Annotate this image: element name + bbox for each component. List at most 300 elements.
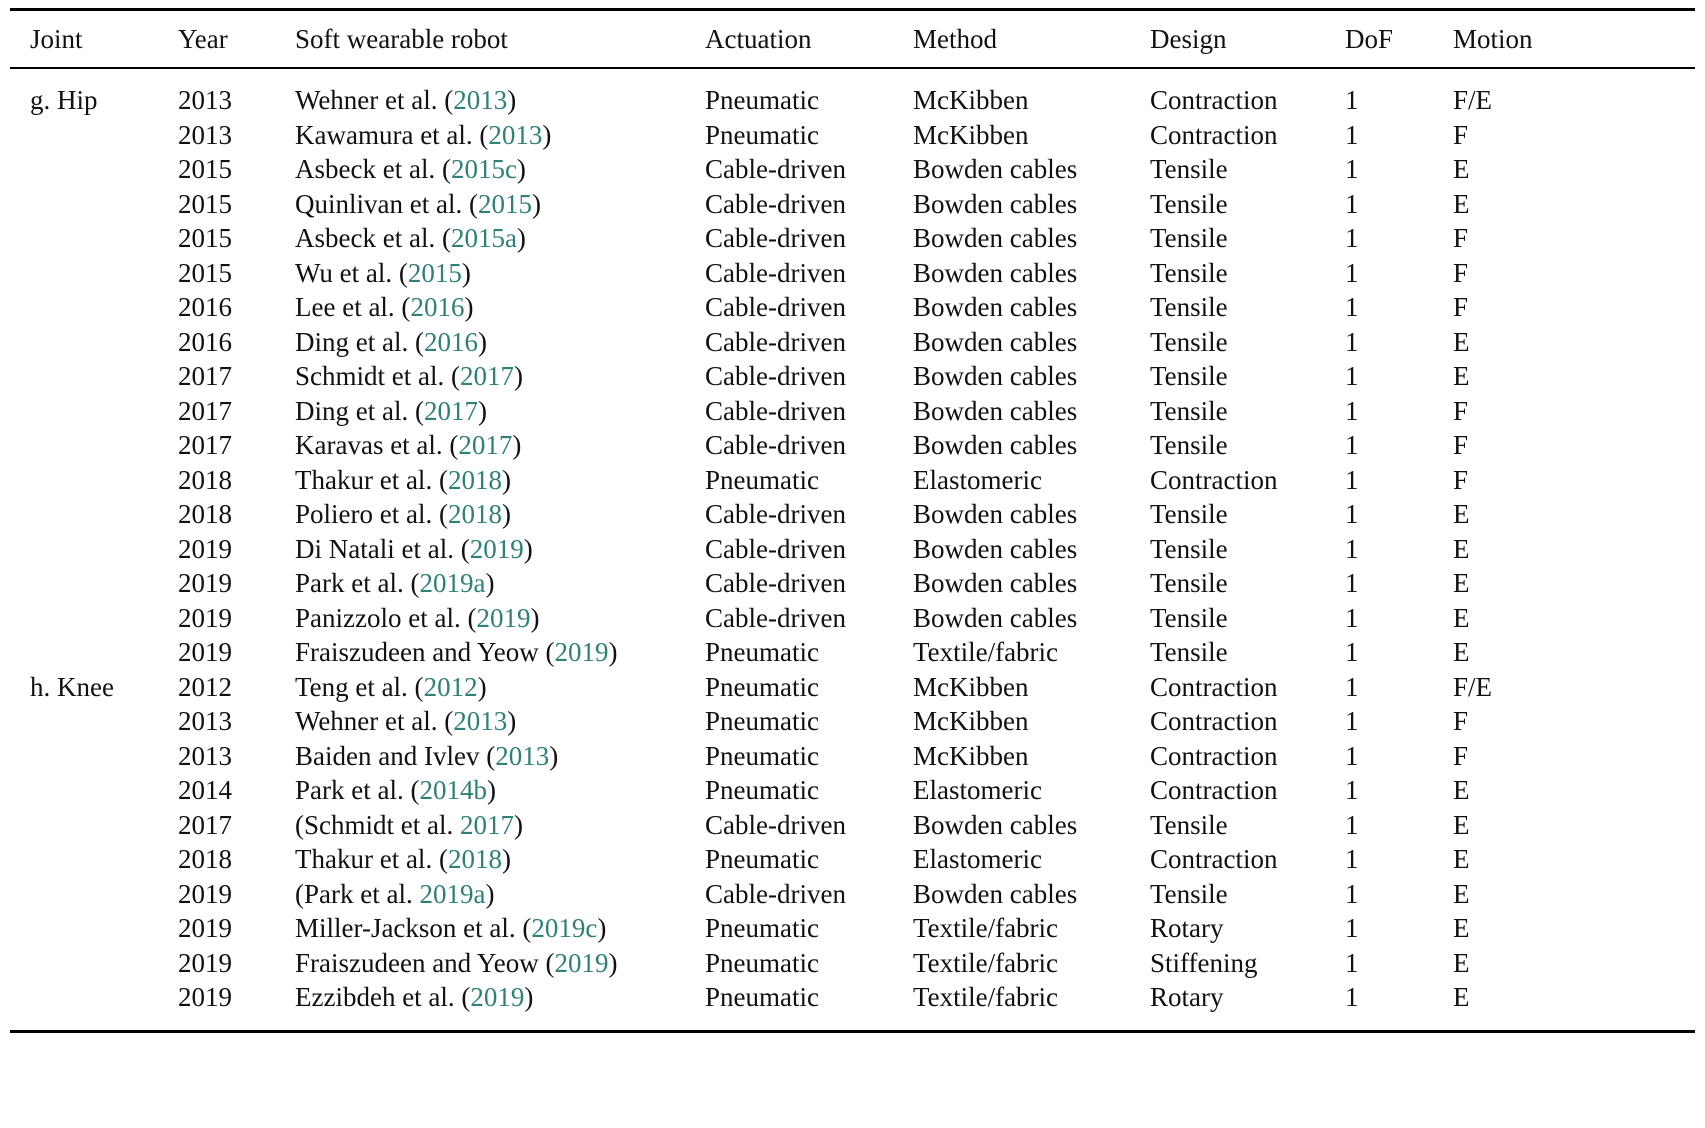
cell-method: Bowden cables: [913, 395, 1078, 426]
table-row: [10, 532, 1695, 567]
citation-text: ): [608, 637, 618, 667]
column-header-joint: Joint: [10, 10, 178, 69]
citation-text: Asbeck et al. (: [295, 154, 451, 184]
cell-year: 2013: [178, 740, 232, 771]
cell-dof: 1: [1345, 499, 1359, 529]
soft-wearable-robots-table: [10, 8, 1695, 1033]
cell-joint: [10, 566, 178, 601]
cell-robot: [295, 463, 705, 498]
cell-method: Elastomeric: [913, 775, 1042, 805]
cell-method: McKibben: [913, 706, 1029, 736]
cell-design: Contraction: [1150, 706, 1278, 736]
citation-text: Wehner et al. (: [295, 706, 454, 736]
citation-text: ): [516, 223, 526, 253]
cell-actuation: Cable-driven: [705, 292, 846, 322]
cell-robot: [295, 704, 705, 739]
citation-year-link[interactable]: 2012: [423, 671, 478, 702]
cell-actuation: Pneumatic: [705, 913, 819, 943]
citation-text: Asbeck et al. (: [295, 223, 451, 253]
cell-actuation: Pneumatic: [705, 706, 819, 736]
cell-robot: [295, 946, 705, 981]
table-row: [10, 946, 1695, 981]
cell-robot: [295, 808, 705, 843]
cell-dof: 1: [1345, 878, 1359, 909]
citation-year-link[interactable]: 2019: [554, 947, 609, 978]
citation-year-link[interactable]: 2013: [453, 85, 508, 115]
citation-year-link[interactable]: 2019: [554, 637, 609, 667]
cell-design: Contraction: [1150, 464, 1278, 495]
cell-motion: F: [1453, 292, 1469, 322]
cell-dof: 1: [1345, 430, 1359, 460]
cell-dof: 1: [1345, 119, 1359, 150]
table-row: [10, 428, 1695, 463]
table-row: [10, 497, 1695, 532]
table-row: [10, 670, 1695, 705]
citation-text: Wehner et al. (: [295, 85, 454, 115]
cell-year: 2013: [178, 706, 232, 736]
table-row: [10, 359, 1695, 394]
cell-robot: [295, 256, 705, 291]
citation-text: ): [477, 671, 487, 702]
citation-text: ): [549, 740, 559, 771]
cell-year: 2019: [178, 602, 232, 633]
citation-text: ): [513, 361, 523, 391]
citation-year-link[interactable]: 2017: [459, 809, 514, 840]
cell-actuation: Cable-driven: [705, 878, 846, 909]
column-header-dof: DoF: [1345, 10, 1453, 69]
cell-joint: [10, 601, 178, 636]
cell-year: 2016: [178, 326, 232, 357]
cell-joint: [10, 428, 178, 463]
cell-method: Bowden cables: [913, 361, 1078, 391]
cell-actuation: Cable-driven: [705, 568, 846, 598]
citation-text: ): [507, 85, 517, 115]
cell-design: Tensile: [1150, 188, 1228, 219]
table-row: [10, 256, 1695, 291]
cell-robot: [295, 842, 705, 877]
citation-text: (Schmidt et al.: [295, 809, 460, 840]
cell-method: Textile/fabric: [913, 637, 1059, 667]
cell-actuation: Cable-driven: [705, 499, 846, 529]
cell-method: Bowden cables: [913, 878, 1078, 909]
cell-method: Bowden cables: [913, 223, 1078, 253]
cell-actuation: Cable-driven: [705, 809, 846, 840]
cell-robot: [295, 118, 705, 153]
cell-joint: [10, 359, 178, 394]
cell-robot: [295, 187, 705, 222]
cell-dof: 1: [1345, 292, 1359, 322]
citation-year-link[interactable]: 2018: [447, 844, 502, 874]
citation-year-link[interactable]: 2019a: [419, 878, 486, 909]
table-row: [10, 808, 1695, 843]
citation-text: ): [542, 119, 552, 150]
cell-dof: 1: [1345, 568, 1359, 598]
table-row: [10, 739, 1695, 774]
citation-year-link[interactable]: 2018: [447, 464, 502, 495]
cell-design: Tensile: [1150, 430, 1228, 460]
cell-design: Tensile: [1150, 361, 1228, 391]
cell-design: Contraction: [1150, 119, 1278, 150]
cell-dof: 1: [1345, 154, 1359, 184]
cell-year: 2013: [178, 119, 232, 150]
cell-design: Tensile: [1150, 637, 1228, 667]
column-header-robot: Soft wearable robot: [295, 10, 705, 69]
cell-year: 2019: [178, 947, 232, 978]
cell-method: Bowden cables: [913, 257, 1078, 288]
cell-robot: [295, 773, 705, 808]
citation-text: ): [486, 775, 496, 805]
cell-design: Contraction: [1150, 740, 1278, 771]
cell-year: 2018: [178, 499, 232, 529]
citation-year-link[interactable]: 2017: [459, 361, 514, 391]
cell-motion: F/E: [1453, 671, 1493, 702]
cell-actuation: Pneumatic: [705, 740, 819, 771]
cell-motion: F: [1453, 430, 1469, 460]
citation-year-link[interactable]: 2015c: [450, 154, 517, 184]
cell-joint: [10, 463, 178, 498]
cell-motion: E: [1453, 154, 1470, 184]
citation-text: Poliero et al. (: [295, 499, 448, 529]
cell-motion: E: [1453, 809, 1470, 840]
cell-method: Bowden cables: [913, 602, 1078, 633]
table-row: [10, 290, 1695, 325]
cell-design: Tensile: [1150, 326, 1228, 357]
cell-design: Contraction: [1150, 775, 1278, 805]
cell-dof: 1: [1345, 257, 1359, 288]
citation-text: Kawamura et al. (: [295, 119, 489, 150]
cell-robot: [295, 670, 705, 705]
cell-year: 2014: [178, 775, 232, 805]
cell-motion: E: [1453, 913, 1470, 943]
cell-design: Contraction: [1150, 844, 1278, 874]
cell-motion: E: [1453, 878, 1470, 909]
cell-actuation: Cable-driven: [705, 326, 846, 357]
cell-motion: F: [1453, 464, 1469, 495]
cell-dof: 1: [1345, 326, 1359, 357]
cell-method: Bowden cables: [913, 154, 1078, 184]
cell-actuation: Cable-driven: [705, 430, 846, 460]
cell-dof: 1: [1345, 740, 1359, 771]
citation-text: Ezzibdeh et al. (: [295, 982, 471, 1012]
cell-actuation: Pneumatic: [705, 464, 819, 495]
cell-joint: [10, 704, 178, 739]
cell-joint: [10, 877, 178, 912]
cell-motion: F: [1453, 119, 1469, 150]
cell-dof: 1: [1345, 982, 1359, 1012]
citation-year-link[interactable]: 2015: [477, 188, 532, 219]
cell-year: 2019: [178, 568, 232, 598]
table-row: [10, 221, 1695, 256]
cell-robot: [295, 152, 705, 187]
cell-design: Tensile: [1150, 533, 1228, 564]
cell-actuation: Cable-driven: [705, 602, 846, 633]
citation-text: Thakur et al. (: [295, 464, 448, 495]
cell-actuation: Cable-driven: [705, 533, 846, 564]
cell-dof: 1: [1345, 637, 1359, 667]
citation-year-link[interactable]: 2014b: [419, 775, 487, 805]
table-body: [10, 68, 1695, 1031]
cell-dof: 1: [1345, 775, 1359, 805]
citation-year-link[interactable]: 2019: [469, 533, 524, 564]
cell-actuation: Pneumatic: [705, 119, 819, 150]
citation-text: Di Natali et al. (: [295, 533, 470, 564]
cell-joint: [10, 187, 178, 222]
citation-year-link[interactable]: 2013: [453, 706, 508, 736]
cell-design: Tensile: [1150, 292, 1228, 322]
citation-year-link[interactable]: 2016: [410, 292, 465, 322]
cell-year: 2016: [178, 292, 232, 322]
citation-year-link[interactable]: 2013: [488, 119, 543, 150]
cell-robot: [295, 221, 705, 256]
cell-joint: g. Hip: [30, 85, 98, 115]
cell-joint: [10, 497, 178, 532]
citation-text: Wu et al. (: [295, 257, 408, 288]
table-row: [10, 566, 1695, 601]
cell-year: 2019: [178, 533, 232, 564]
cell-joint: [10, 325, 178, 360]
cell-year: 2015: [178, 223, 232, 253]
cell-design: Tensile: [1150, 878, 1228, 909]
citation-year-link[interactable]: 2019: [476, 602, 531, 633]
citation-year-link[interactable]: 2017: [458, 430, 513, 460]
citation-year-link[interactable]: 2017: [423, 395, 478, 426]
cell-method: Textile/fabric: [913, 982, 1059, 1012]
citation-text: Fraiszudeen and Yeow (: [295, 637, 555, 667]
cell-year: 2018: [178, 844, 232, 874]
cell-robot: [295, 566, 705, 601]
cell-method: Bowden cables: [913, 568, 1078, 598]
table-row: [10, 187, 1695, 222]
cell-robot: [295, 601, 705, 636]
citation-text: ): [477, 395, 487, 426]
cell-actuation: Cable-driven: [705, 223, 846, 253]
cell-joint: [10, 808, 178, 843]
cell-method: Bowden cables: [913, 809, 1078, 840]
cell-motion: E: [1453, 188, 1470, 219]
column-header-design: Design: [1150, 10, 1345, 69]
cell-robot: [295, 394, 705, 429]
column-header-year: Year: [178, 10, 295, 69]
header-row: [10, 10, 1695, 69]
cell-dof: 1: [1345, 706, 1359, 736]
table-row: [10, 118, 1695, 153]
cell-robot: [295, 68, 705, 118]
cell-joint: [10, 532, 178, 567]
citation-text: ): [530, 602, 540, 633]
cell-robot: [295, 635, 705, 670]
cell-year: 2015: [178, 257, 232, 288]
table-row: [10, 325, 1695, 360]
cell-motion: E: [1453, 947, 1470, 978]
cell-year: 2017: [178, 395, 232, 426]
cell-robot: [295, 739, 705, 774]
cell-actuation: Pneumatic: [705, 947, 819, 978]
cell-design: Contraction: [1150, 85, 1278, 115]
cell-joint: h. Knee: [30, 671, 114, 702]
cell-motion: E: [1453, 602, 1470, 633]
citation-text: Park et al. (: [295, 568, 420, 598]
cell-actuation: Cable-driven: [705, 257, 846, 288]
citation-text: Panizzolo et al. (: [295, 602, 477, 633]
cell-motion: F: [1453, 223, 1469, 253]
cell-year: 2019: [178, 637, 232, 667]
cell-motion: E: [1453, 533, 1470, 564]
cell-joint: [10, 842, 178, 877]
cell-dof: 1: [1345, 809, 1359, 840]
citation-text: ): [608, 947, 618, 978]
cell-motion: E: [1453, 775, 1470, 805]
table-row: [10, 773, 1695, 808]
cell-year: 2015: [178, 154, 232, 184]
cell-motion: F: [1453, 706, 1469, 736]
cell-joint: [10, 980, 178, 1031]
citation-text: Karavas et al. (: [295, 430, 459, 460]
cell-actuation: Pneumatic: [705, 85, 819, 115]
cell-dof: 1: [1345, 947, 1359, 978]
cell-method: Bowden cables: [913, 499, 1078, 529]
citation-text: Park et al. (: [295, 775, 420, 805]
cell-robot: [295, 877, 705, 912]
citation-text: Teng et al. (: [295, 671, 424, 702]
citation-text: ): [507, 706, 517, 736]
citation-text: ): [461, 257, 471, 288]
cell-actuation: Cable-driven: [705, 395, 846, 426]
cell-actuation: Cable-driven: [705, 188, 846, 219]
cell-motion: E: [1453, 499, 1470, 529]
cell-actuation: Pneumatic: [705, 637, 819, 667]
cell-joint: [10, 152, 178, 187]
cell-robot: [295, 325, 705, 360]
cell-joint: [10, 221, 178, 256]
cell-dof: 1: [1345, 85, 1359, 115]
citation-text: Thakur et al. (: [295, 844, 448, 874]
citation-text: ): [501, 844, 511, 874]
cell-dof: 1: [1345, 464, 1359, 495]
column-header-method: Method: [913, 10, 1150, 69]
table-row: [10, 877, 1695, 912]
citation-text: ): [501, 499, 511, 529]
cell-year: 2018: [178, 464, 232, 495]
citation-text: ): [523, 533, 533, 564]
citation-year-link[interactable]: 2019c: [531, 913, 598, 943]
cell-actuation: Pneumatic: [705, 671, 819, 702]
cell-joint: [10, 635, 178, 670]
cell-joint: [10, 290, 178, 325]
citation-text: ): [524, 982, 534, 1012]
cell-method: McKibben: [913, 740, 1029, 771]
cell-actuation: Pneumatic: [705, 775, 819, 805]
cell-year: 2017: [178, 361, 232, 391]
cell-design: Tensile: [1150, 223, 1228, 253]
cell-method: Elastomeric: [913, 464, 1042, 495]
citation-text: Lee et al. (: [295, 292, 411, 322]
cell-joint: [10, 118, 178, 153]
cell-motion: E: [1453, 637, 1470, 667]
citation-year-link[interactable]: 2019: [470, 982, 525, 1012]
cell-motion: F/E: [1453, 85, 1493, 115]
cell-design: Tensile: [1150, 395, 1228, 426]
cell-method: Bowden cables: [913, 292, 1078, 322]
cell-year: 2015: [178, 188, 232, 219]
cell-actuation: Cable-driven: [705, 154, 846, 184]
citation-year-link[interactable]: 2013: [495, 740, 550, 771]
cell-year: 2017: [178, 809, 232, 840]
cell-design: Tensile: [1150, 257, 1228, 288]
cell-method: Elastomeric: [913, 844, 1042, 874]
citation-year-link[interactable]: 2019a: [419, 568, 486, 598]
citation-text: ): [501, 464, 511, 495]
cell-motion: F: [1453, 395, 1469, 426]
cell-design: Tensile: [1150, 809, 1228, 840]
column-header-motion: Motion: [1453, 10, 1695, 69]
citation-year-link[interactable]: 2015: [407, 257, 462, 288]
citation-text: ): [477, 326, 487, 357]
citation-text: Baiden and Ivlev (: [295, 740, 496, 771]
cell-design: Stiffening: [1150, 947, 1258, 978]
cell-actuation: Cable-driven: [705, 361, 846, 391]
cell-method: Bowden cables: [913, 430, 1078, 460]
cell-actuation: Pneumatic: [705, 982, 819, 1012]
cell-robot: [295, 497, 705, 532]
cell-design: Tensile: [1150, 602, 1228, 633]
cell-motion: E: [1453, 326, 1470, 357]
cell-motion: F: [1453, 257, 1469, 288]
cell-year: 2013: [178, 85, 232, 115]
table-row: [10, 463, 1695, 498]
citation-text: Miller-Jackson et al. (: [295, 913, 532, 943]
cell-method: McKibben: [913, 671, 1029, 702]
column-header-actuation: Actuation: [705, 10, 913, 69]
cell-robot: [295, 428, 705, 463]
cell-dof: 1: [1345, 913, 1359, 943]
citation-text: ): [485, 878, 495, 909]
cell-joint: [10, 946, 178, 981]
cell-motion: E: [1453, 982, 1470, 1012]
citation-year-link[interactable]: 2016: [423, 326, 478, 357]
cell-dof: 1: [1345, 533, 1359, 564]
cell-dof: 1: [1345, 188, 1359, 219]
citation-year-link[interactable]: 2018: [447, 499, 502, 529]
table-row: [10, 911, 1695, 946]
cell-joint: [10, 256, 178, 291]
table-row: [10, 704, 1695, 739]
cell-robot: [295, 980, 705, 1031]
cell-motion: E: [1453, 361, 1470, 391]
cell-dof: 1: [1345, 671, 1359, 702]
cell-motion: E: [1453, 844, 1470, 874]
citation-text: ): [597, 913, 607, 943]
cell-method: Bowden cables: [913, 533, 1078, 564]
cell-joint: [10, 911, 178, 946]
citation-text: Ding et al. (: [295, 395, 424, 426]
cell-year: 2019: [178, 878, 232, 909]
citation-text: ): [464, 292, 474, 322]
cell-year: 2019: [178, 913, 232, 943]
citation-year-link[interactable]: 2015a: [450, 223, 517, 253]
cell-dof: 1: [1345, 223, 1359, 253]
cell-joint: [10, 394, 178, 429]
cell-joint: [10, 739, 178, 774]
cell-joint: [10, 773, 178, 808]
cell-motion: F: [1453, 740, 1469, 771]
table-row: [10, 152, 1695, 187]
cell-dof: 1: [1345, 844, 1359, 874]
cell-design: Tensile: [1150, 154, 1228, 184]
cell-actuation: Pneumatic: [705, 844, 819, 874]
citation-text: Quinlivan et al. (: [295, 188, 478, 219]
citation-text: ): [512, 430, 522, 460]
cell-method: Textile/fabric: [913, 913, 1059, 943]
